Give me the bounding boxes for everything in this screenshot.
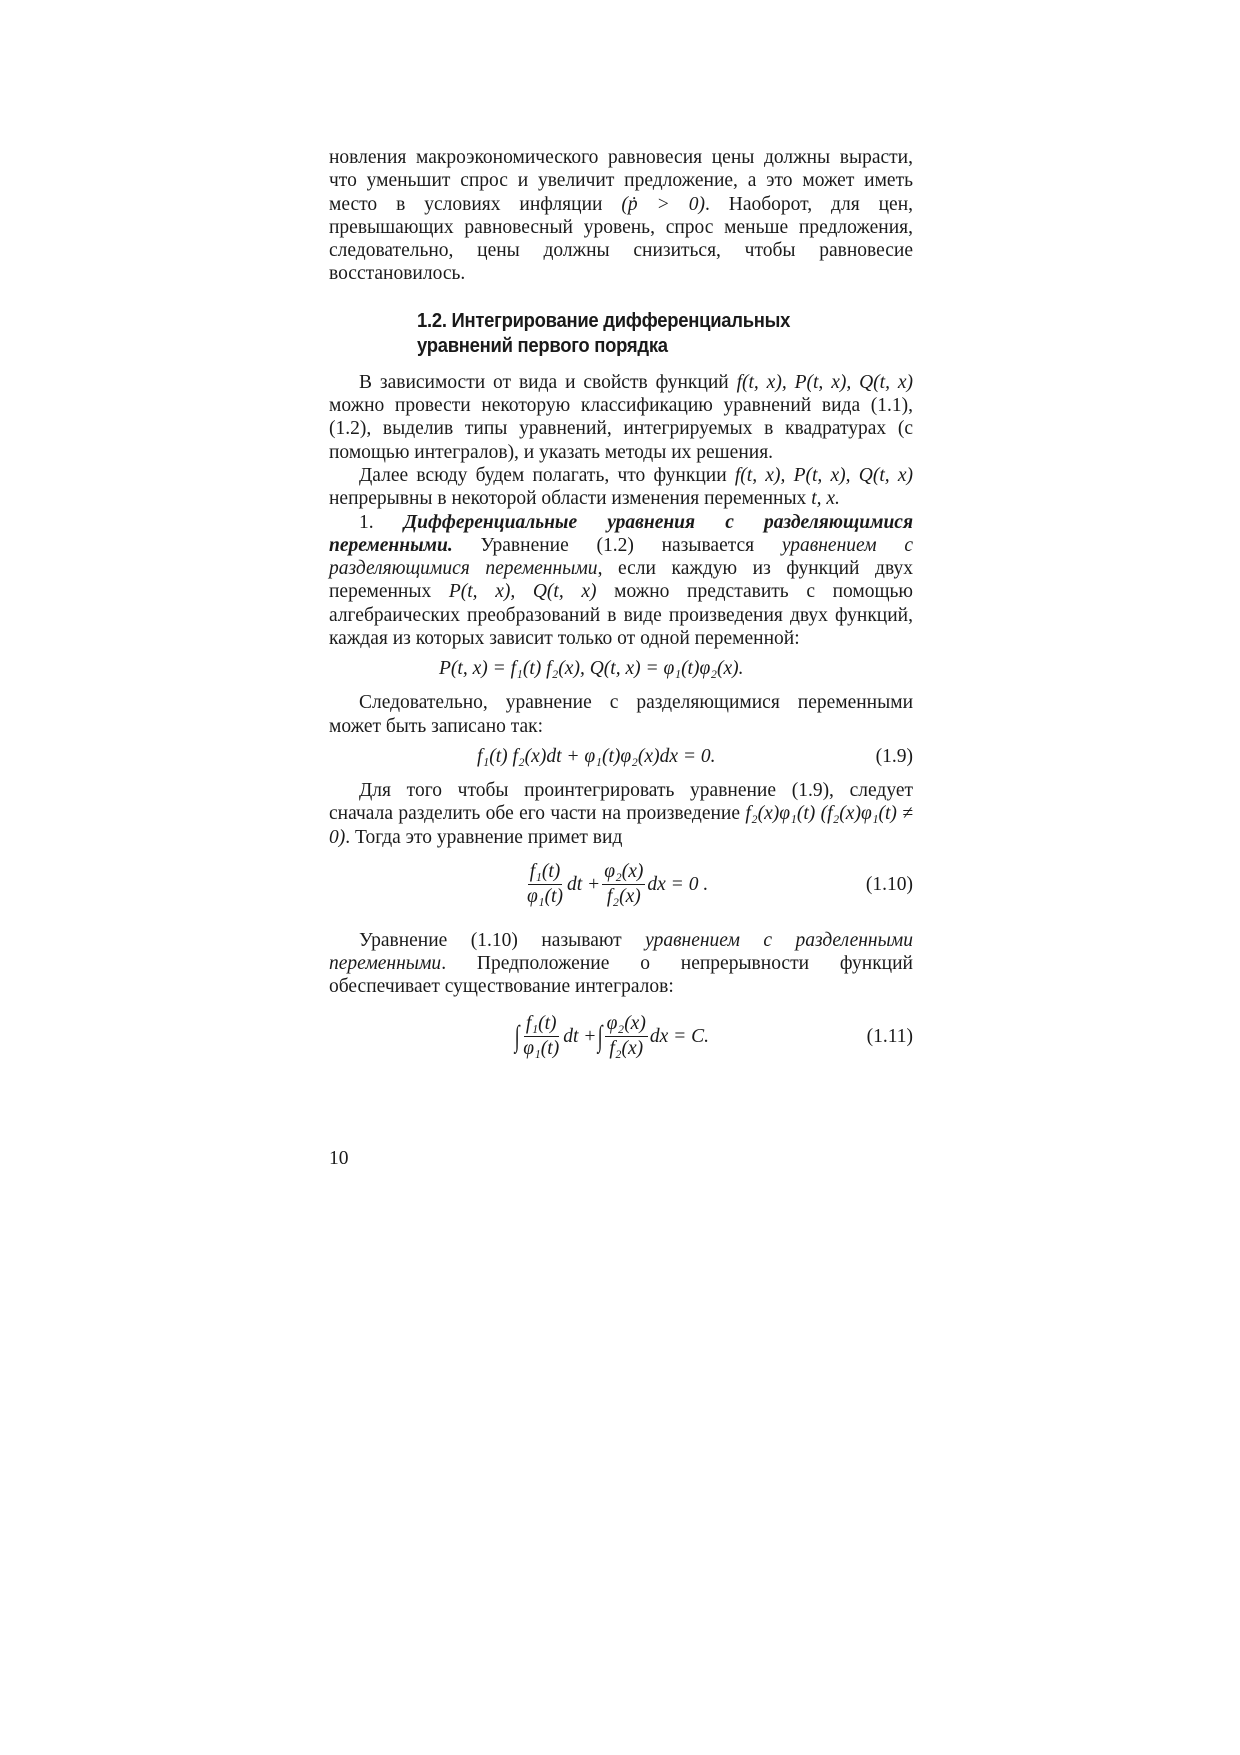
- text: . Предположение о непрерывности функций обеспечивает существование интегралов:: [329, 953, 913, 998]
- equation-text: dx = 0 .: [647, 874, 709, 896]
- text: Уравнение (1.2) называется: [480, 534, 755, 556]
- math-inline: P(t, x), Q(t, x): [793, 464, 913, 486]
- equation-text: dt +: [566, 874, 601, 896]
- text: Далее всюду будем полагать, что функции: [359, 464, 727, 486]
- math-inline: f₂(x)φ₁(t) (f₂(x)φ₁(t) ≠ 0): [329, 803, 914, 848]
- math-inline: P(t, x), Q(t, x): [448, 581, 597, 603]
- denominator: φ₁(t): [523, 1038, 560, 1060]
- paragraph-integrate: [329, 779, 913, 849]
- paragraph-intro: [329, 146, 913, 286]
- text: Для того чтобы проинтегрировать уравнение (1.9), следует сначала разделить обе его части на произведение: [329, 779, 913, 825]
- numerator: f₁(t): [524, 1012, 559, 1037]
- fraction: [605, 1012, 648, 1061]
- equation-1-9: [329, 743, 913, 773]
- denominator: φ₁(t): [527, 886, 563, 908]
- denominator: f₂(x): [609, 1038, 644, 1060]
- denominator: f₂(x): [606, 886, 641, 908]
- paragraph-separable-definition: [329, 511, 913, 651]
- text-column: [329, 146, 913, 1081]
- heading-line-2: уравнений первого порядка: [417, 333, 668, 357]
- text: непрерывны в некоторой области изменения переменных: [329, 488, 807, 510]
- text: можно представить с помощью алгебраических преобразований в виде произведения двух функций, каждая из которых зависит только от одной переменной:: [329, 581, 913, 650]
- text: . Тогда это уравнение примет вид: [345, 826, 623, 848]
- paragraph-consequently: [329, 691, 913, 738]
- term-bold: Дифференциальные уравнения с разделяющимися переменными.: [329, 511, 914, 556]
- equation-text: dx = C.: [649, 1026, 710, 1048]
- numerator: φ₂(x): [602, 860, 645, 885]
- equation-1-11: [329, 1007, 913, 1067]
- text: В зависимости от вида и свойств функций: [359, 371, 729, 393]
- paragraph-separated: [329, 929, 913, 999]
- math-inline: t, x.: [811, 488, 840, 510]
- text: . Наоборот, для цен, превышающих равновесный уровень, спрос меньше предложения, следовательно, цены должны снизиться, чтобы равновесие восстановилось.: [329, 193, 914, 285]
- text: Следовательно, уравнение с разделяющимися переменными может быть записано так:: [329, 692, 913, 737]
- math-inline: f(t, x),: [734, 464, 786, 486]
- equation-body: [439, 657, 744, 680]
- page-number: 10: [329, 1148, 349, 1169]
- fraction: [525, 860, 565, 909]
- equation-1-10: [329, 855, 913, 915]
- equation-number: (1.11): [866, 1025, 913, 1047]
- numerator: φ₂(x): [605, 1012, 648, 1037]
- math-inline: (ṗ > 0): [621, 193, 705, 215]
- section-heading: [417, 308, 863, 358]
- fraction: [521, 1012, 561, 1061]
- text: новления макроэкономического равновесия цены должны вырасти, что уменьшит спрос и увеличит предложение, а это может иметь место в условиях инфляции: [329, 147, 913, 215]
- term-italic: уравнением с разделенными переменными: [329, 929, 913, 975]
- equation-separation: [329, 655, 913, 685]
- integral-sign: ∫: [598, 1019, 603, 1053]
- integral-sign: ∫: [514, 1019, 520, 1053]
- numerator: f₁(t): [528, 860, 563, 885]
- paragraph-continuity: [329, 464, 913, 511]
- math-inline: P(t, x), Q(t, x): [794, 371, 914, 393]
- equation-number: (1.9): [875, 745, 913, 767]
- heading-line-1: 1.2. Интегрирование дифференциальных: [417, 308, 791, 332]
- text: Уравнение (1.10) называют: [359, 929, 622, 951]
- equation-body: [523, 855, 708, 915]
- equation-text: f₁(t) f₂(x)dt + φ₁(t)φ₂(x)dx = 0.: [477, 745, 716, 767]
- equation-body: [477, 745, 716, 768]
- equation-number: (1.10): [865, 873, 913, 895]
- item-number: 1.: [359, 511, 374, 533]
- paragraph-classification: [329, 371, 913, 464]
- equation-text: P(t, x) = f₁(t) f₂(x), Q(t, x) = φ₁(t)φ₂(x).: [439, 658, 744, 680]
- math-inline: f(t, x),: [736, 371, 787, 393]
- text: можно провести некоторую классификацию уравнений вида (1.1), (1.2), выделив типы уравнений, интегрируемых в квадратурах (с помощью интегралов), и указать методы их решения.: [329, 395, 913, 463]
- term-italic: уравнением с разделяющимися переменными: [329, 534, 913, 580]
- equation-body: [513, 1007, 709, 1067]
- text: , если каждую из функций двух переменных: [329, 558, 913, 603]
- fraction: [602, 860, 645, 909]
- equation-text: dt +: [563, 1026, 597, 1048]
